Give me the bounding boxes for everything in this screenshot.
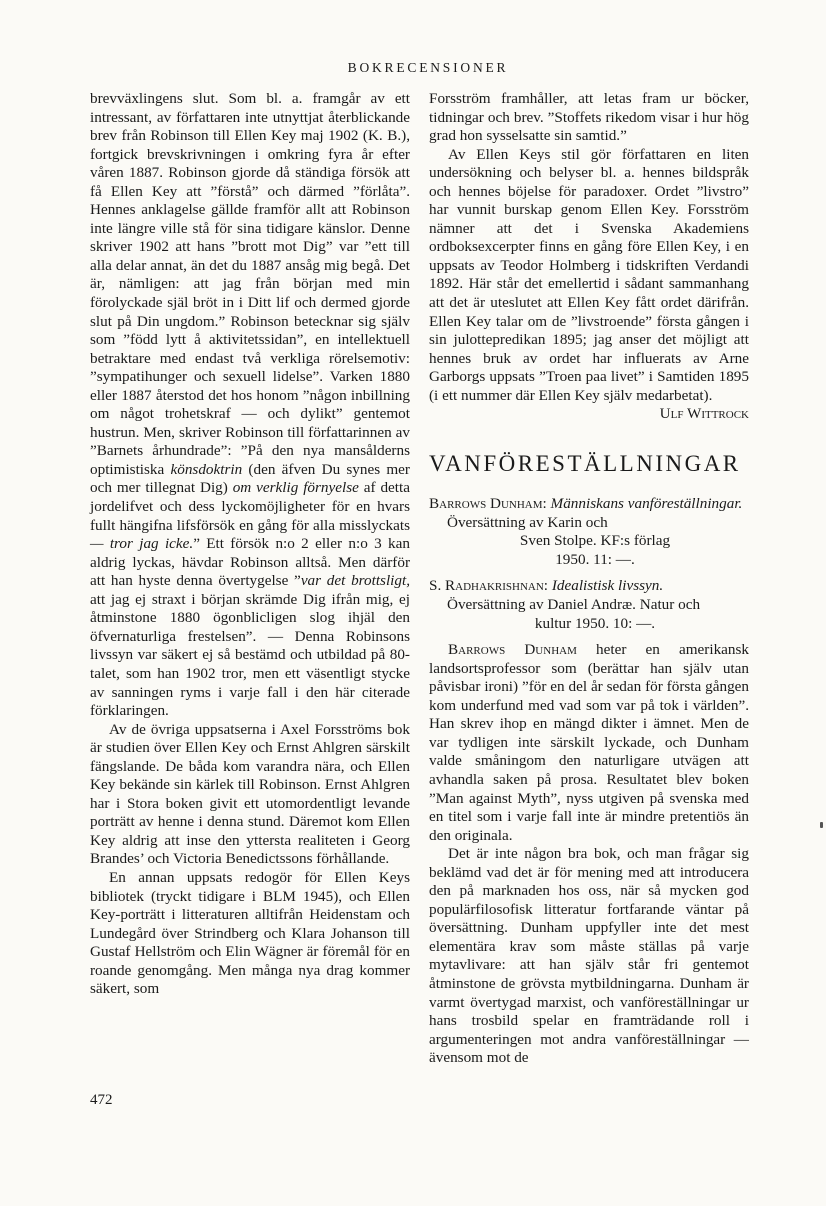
paragraph: Det är inte någon bra bok, och man frågar sig beklämd vad det är för mening med att introducera den på marknaden hos oss, när så mycken god populärfilosofisk litteratur fortfarande väntar på översättning. Dunham uppfyller inte det mest elementära krav som måste ställas på varje mytavlivare: att han själv står fri gentemot åtminstone de grövsta mytbildningarna. Dunham är varmt övertygad marxist, och vanföreställningar ur hans trosbild spelar en framträdande roll i argumenteringen mot andra vanföreställningar — ävensom mot de (429, 845, 749, 1067)
page-number: 472 (90, 1092, 113, 1108)
signature: Ulf Wittrock (659, 405, 749, 423)
text-run: Översättning av Daniel Andræ. Natur och (447, 596, 701, 614)
reference-author: S. Radhakrishnan (429, 577, 544, 595)
paragraph: Forsström framhåller, att letas fram ur böcker, tidningar och brev. ”Stoffets rikedom visar i hur hög grad hon sysselsatte sin samtid.” (429, 90, 749, 145)
reference-title: Människans vanföreställningar. (550, 495, 743, 513)
italic-run: var det brottsligt, (300, 572, 410, 590)
author-name: Barrows Dunham (448, 641, 577, 659)
italic-run: om verklig förnyelse (232, 479, 359, 497)
text-run: att jag ej straxt i början skrämde Dig ifrån mig, ej åtminstone 1880 ögonblicligen slog ihjäl den öfvernaturliga frestelsen”. — Denna Robinsons livssyn var säkert ej så bestämd och utbildad på 80-talet, som han 1902 tror, men ett väsentligt stycke av sanningen ryms i varje fall i den här citerade förklaringen. (90, 590, 410, 720)
reference-title: Idealistisk livssyn. (551, 577, 664, 595)
paragraph: En annan uppsats redogör för Ellen Keys bibliotek (tryckt tidigare i BLM 1945), och Ellen Key-porträtt i litteraturen alltifrån Heidenstam och Lundegård över Strindberg och Klara Johanson till Gustaf Hellström och Elin Wägner är föremål för en roande genomgång. Men många nya drag kommer säkert, som (90, 868, 410, 998)
text-run: 1950. 11: —. (555, 550, 635, 568)
paragraph (429, 641, 749, 845)
text-run: Av Ellen Keys stil gör författaren en liten undersökning och belyser bl. a. hennes bildspråk och hennes böjelse för paradoxer. Ordet ”livstro” har vunnit burskap genom Ellen Key. Forsström nämner att det i Svenska Akademiens ordboksexcerpter finns en gång före Ellen Key, i en uppsats av Teodor Holmberg i tidskriften Verdandi 1892. Här står det emellertid i sådant sammanhang att det är uteslutet att Ellen Key fått ordet därifrån. Ellen Key talar om de ”livstroende” första gången i sin julottepredikan 1895; jag anser det möjligt att hennes bruk av ordet har influerats av Arne Garborgs uppsats ”Troen paa livet” i Samtiden 1895 (i ett nummer där Ellen Key själv medarbetat). (429, 145, 749, 404)
text-run: Sven Stolpe. KF:s förlag (519, 532, 671, 550)
running-head: BOKRECENSIONER (347, 60, 509, 75)
text-run: ” Ett försök n:o 2 eller n:o 3 kan aldrig lyckas, hävdar Robinson alltså. Men därför att han hyste denna övertygelse ” (90, 535, 410, 590)
left-column (90, 90, 410, 999)
text-run: heter en amerikansk landsortsprofessor som (berättar han själv utan påvisbar ironi) ”för en del år sedan för första gången kom underfund med vad som var på tok i världen”. Han skrev ihop en mängd dikter i ämnet. Men de var tydligen inte särskilt lyckade, och Dunham valde småningom den naturligare utvägen att avhandla saken på prosa. Resultatet blev boken ”Man against Myth”, nyss utgiven på svenska med en titel som i varje fall inte är mindre pretentiös än den originala. (429, 641, 750, 844)
right-column (429, 90, 749, 1068)
italic-run: — tror jag icke. (90, 535, 194, 553)
book-reference: S. Radhakrishnan: Idealistisk livssyn. Översättning av Daniel Andræ. Natur och kultur 1950. 10: —. (429, 577, 749, 633)
paragraph (429, 145, 749, 423)
text-run: brevväxlingens slut. Som bl. a. framgår av ett intressant, av författaren inte utnyttjat återblickande brev från Robinson till Ellen Key maj 1902 (K. B.), fortgick brevskrivningen i omkring fyra år efter våren 1887. Robinson gjorde då ständiga försök att få Ellen Key att ”förstå” och därmed ”förlåta”. Hennes anklagelse gällde framför allt att Robinson inte längre ville stå för sina tidigare känslor. Denne skriver 1902 att hans ”brott mot Dig” var ”ett till alla delar annat, än det du 1887 ansåg mig begå. Det är, nämligen: att jag från början med min förolyckade själ bröt in i Ditt lif och dermed gjorde slut på Din ungdom.” Robinson betecknar sig själv som ”född lytt å aktivitetssidan”, en intellektuell betraktare med endast två verkliga rörelsemotiv: ”sympatihunger och sexuell lidelse”. Varken 1880 eller 1887 återstod det hos honom ”någon inbillning om något trohetskraf — och dylikt” gentemot hustrun. Men, skriver Robinson till författarinnen av ”Barnets århundrade”: ”På den nya mansålderns optimistiska (90, 90, 410, 478)
section-title: VANFÖRESTÄLLNINGAR (429, 451, 741, 477)
text-run: kultur 1950. 10: —. (534, 614, 656, 632)
italic-run: könsdoktrin (170, 460, 243, 478)
reference-author: Barrows Dunham (429, 495, 543, 513)
paragraph (90, 90, 410, 721)
text-run: af detta jordelifvet och dess lyckomöjligheter för en hvars fullt hängifna lifsförsök en gång för alla misslyckats (90, 479, 410, 534)
text-run: Översättning av Karin och (447, 513, 608, 531)
scan-speck (820, 822, 823, 828)
text-run: (den äfven Du synes mer och mer tillegnat Dig) (90, 460, 410, 497)
book-reference: Barrows Dunham: Människans vanföreställningar. Översättning av Karin och Sven Stolpe. KF:s förlag 1950. 11: —. (429, 495, 743, 568)
paragraph: Av de övriga uppsatserna i Axel Forsströms bok är studien över Ellen Key och Ernst Ahlgren särskilt fängslande. De båda kom varandra nära, och Ellen Key bekände sin kärlek till Robinson. Ernst Ahlgren har i Stora boken givit ett utomordentligt levande porträtt av henne i denna stund. Däremot kom Ellen Key aldrig att inse den yttersta realiteten i Georg Brandes’ och Victoria Benedictssons förhållande. (90, 720, 410, 868)
